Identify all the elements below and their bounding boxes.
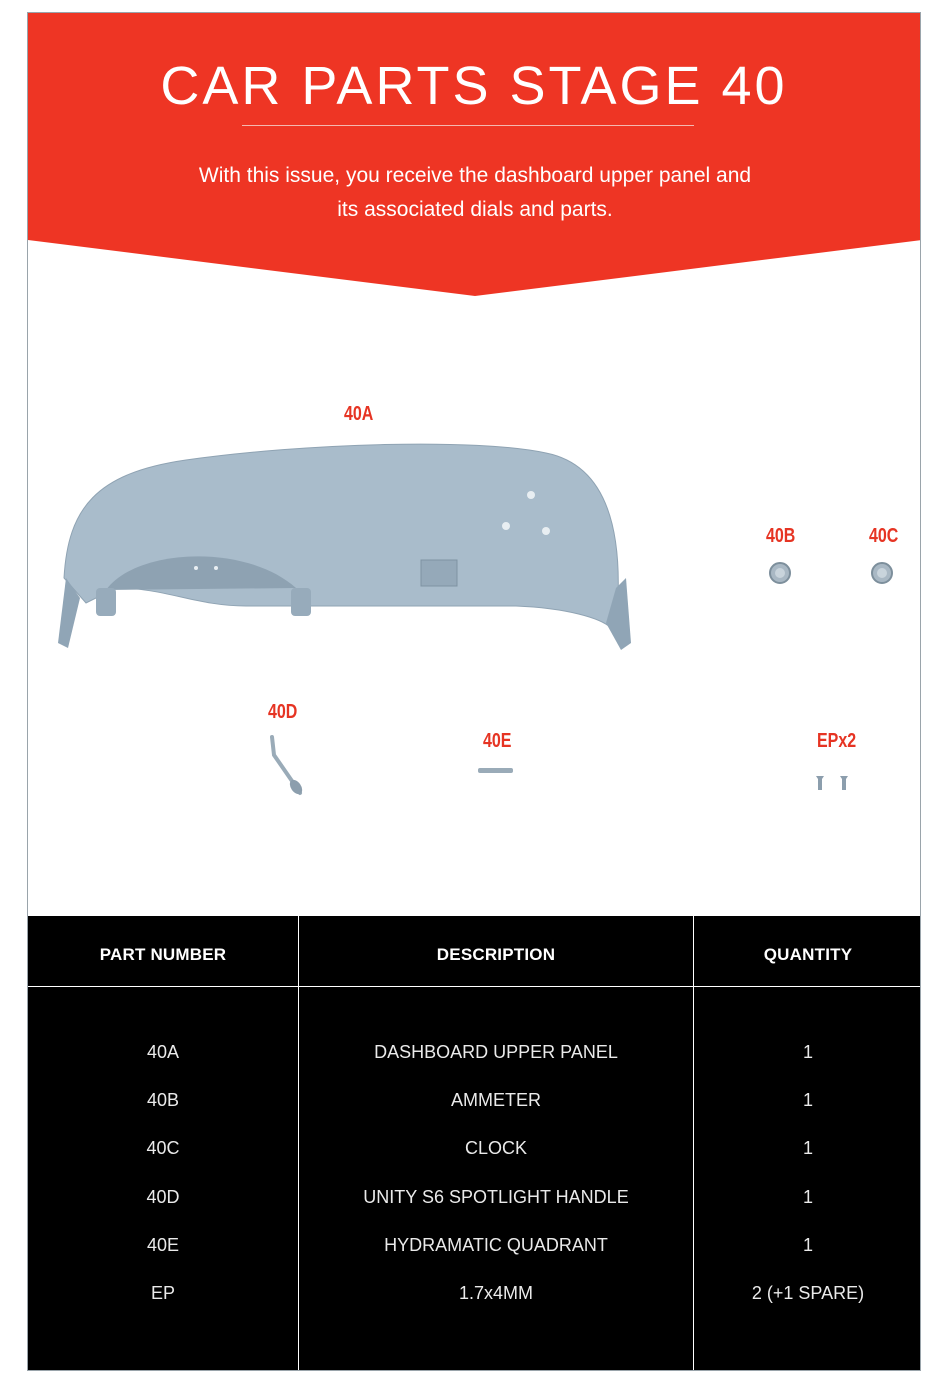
part-label-ep: EPx2 [817,730,857,752]
header-quantity: QUANTITY [763,945,853,964]
ammeter-image [768,561,792,585]
dashboard-panel-image [46,438,636,653]
part-label-40c: 40C [869,525,899,547]
header-banner [28,13,920,298]
subtitle-line-1: With this issue, you receive the dashboard upper panel and [198,164,752,187]
cell-part: 40B [146,1090,180,1110]
table-row [28,1278,920,1308]
table-header [28,916,920,986]
hydramatic-quadrant-image [476,764,516,778]
cell-description: HYDRAMATIC QUADRANT [384,1235,608,1255]
screws-image [812,774,852,792]
part-label-40b: 40B [766,525,796,547]
cell-quantity: 1 [802,1042,813,1062]
cell-part: 40A [146,1042,180,1062]
clock-image [870,561,894,585]
parts-table [28,916,920,1371]
cell-description: 1.7x4MM [458,1283,534,1303]
spotlight-handle-image [264,733,314,798]
cell-description: DASHBOARD UPPER PANEL [374,1042,618,1062]
table-row [28,1133,920,1163]
part-label-40e: 40E [483,730,512,752]
subtitle-line-2: its associated dials and parts. [337,198,613,221]
header-description: DESCRIPTION [436,945,556,964]
header-part-number: PART NUMBER [99,945,227,964]
table-row [28,1182,920,1212]
part-label-40d: 40D [268,701,298,723]
cell-part: 40C [146,1138,180,1158]
cell-quantity: 1 [802,1090,813,1110]
cell-quantity: 2 (+1 SPARE) [751,1283,865,1303]
cell-part: 40D [146,1187,180,1207]
cell-description: AMMETER [451,1090,541,1110]
cell-description: CLOCK [464,1138,527,1158]
page-subtitle [178,159,772,227]
cell-quantity: 1 [802,1235,813,1255]
cell-description: UNITY S6 SPOTLIGHT HANDLE [363,1187,629,1207]
header-divider [28,986,920,987]
page-frame [27,12,921,1371]
table-row [28,1230,920,1260]
part-label-40a: 40A [344,403,374,425]
title-divider [242,125,694,126]
cell-part: 40E [146,1235,180,1255]
cell-part: EP [150,1283,175,1303]
page-title: CAR PARTS STAGE 40 [160,56,788,116]
cell-quantity: 1 [802,1138,813,1158]
table-row [28,1085,920,1115]
table-row [28,1037,920,1067]
cell-quantity: 1 [802,1187,813,1207]
